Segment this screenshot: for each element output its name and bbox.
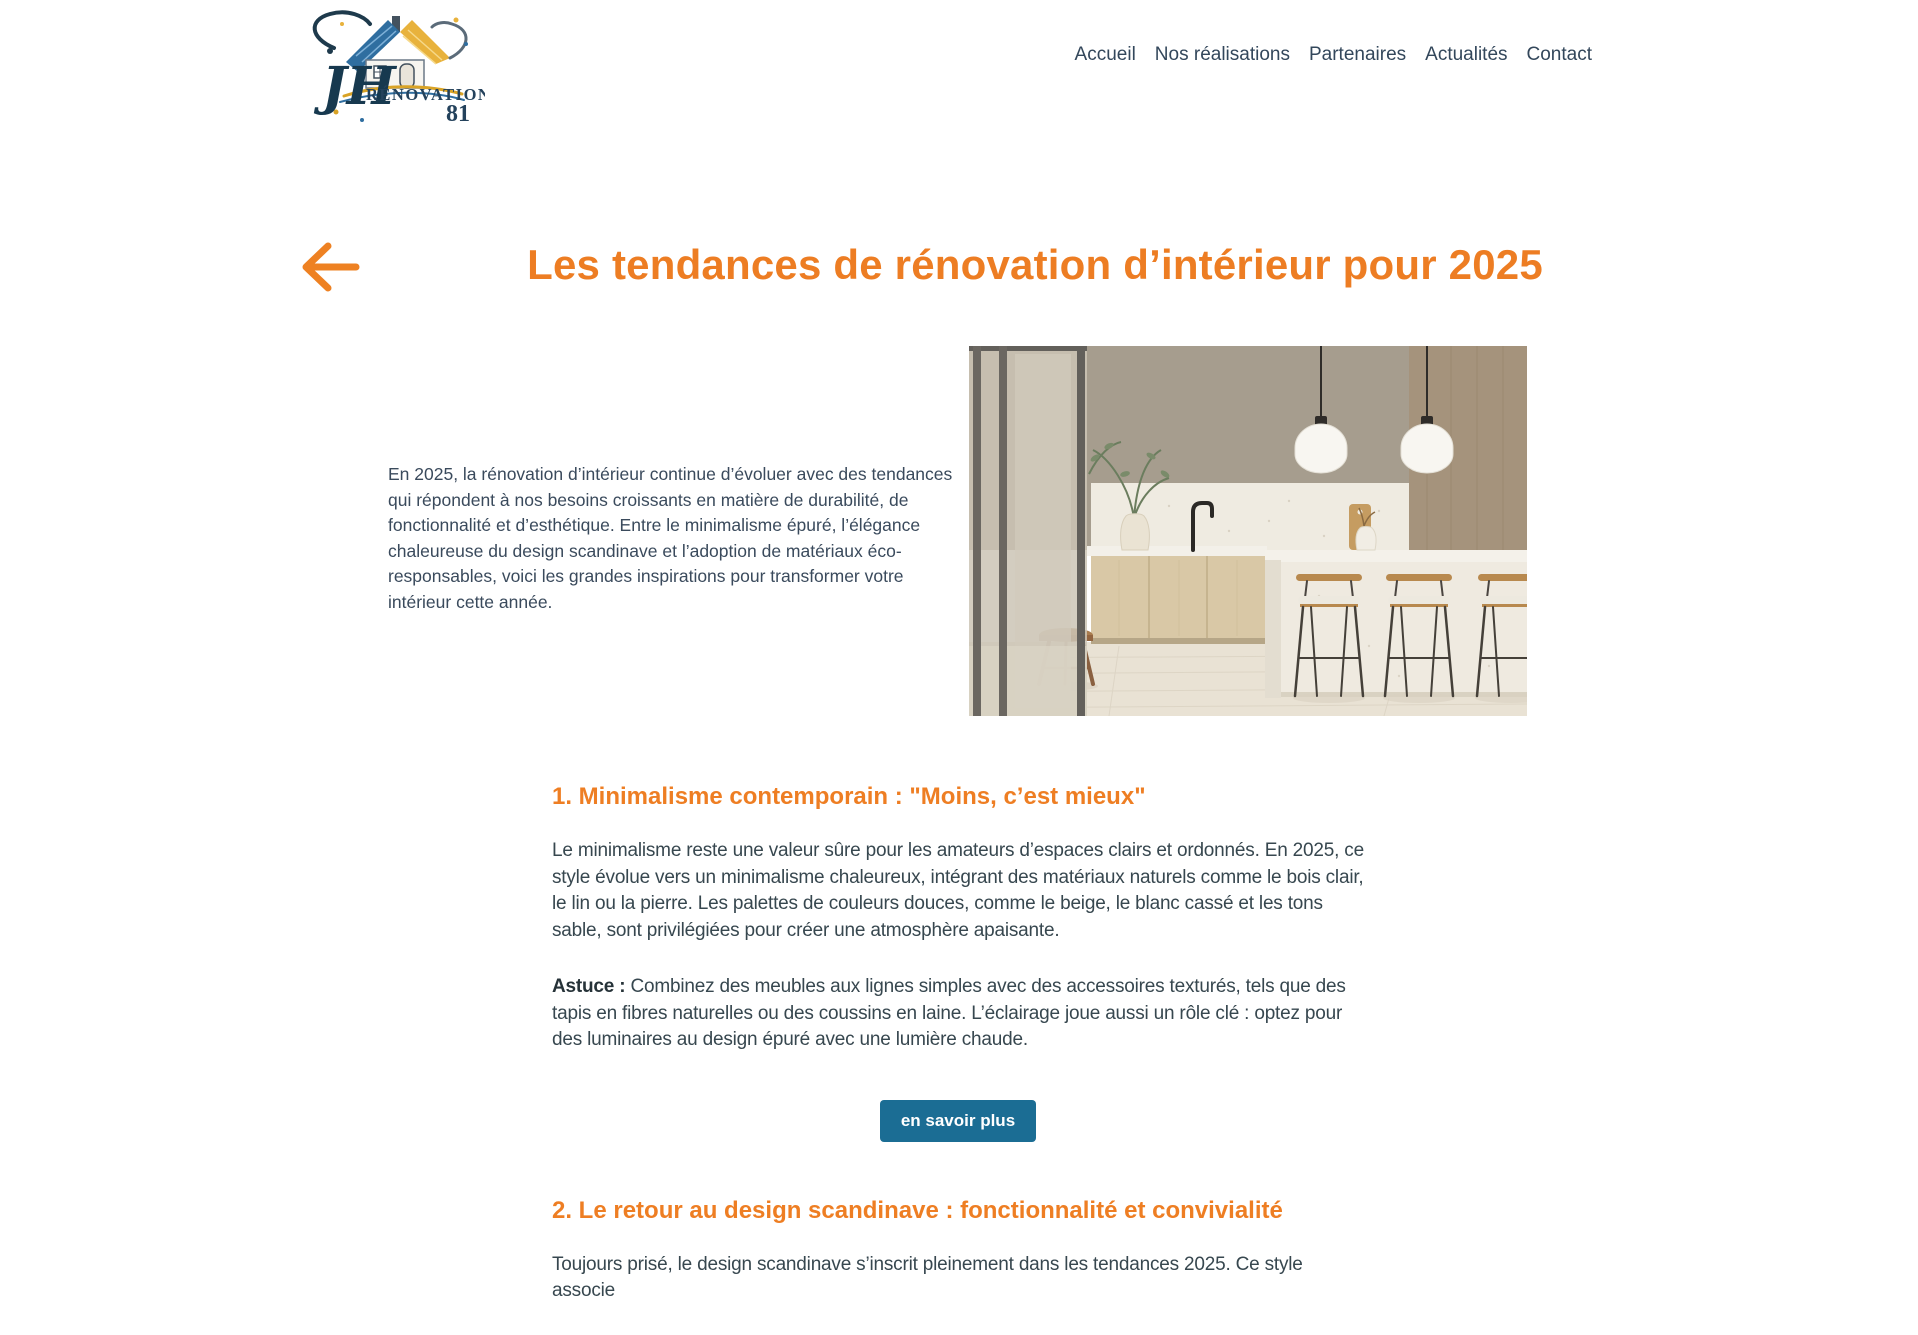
back-button[interactable] [298,240,362,294]
article-intro: En 2025, la rénovation d’intérieur continue d’évoluer avec des tendances qui répondent à nos besoins croissants en matière de durabilité, de fonctionnalité et d’esthétique. Entre le minimalisme épuré, l’élégance chaleureuse du design scandinave et l’adoption de matériaux éco-responsables, voici les grandes inspirations pour transformer votre intérieur cette année. [388,464,953,612]
article-photo [969,346,1527,716]
section-1-paragraph: Le minimalisme reste une valeur sûre pour les amateurs d’espaces clairs et ordonnés. En 2025, ce style évolue vers un minimalisme chaleureux, intégrant des matériaux naturels comme le bois clair, le lin ou la pierre. Les palettes de couleurs douces, comme le beige, le blanc cassé et les tons sable, sont privilégiées pour créer une atmosphère apaisante. [552,840,1364,941]
logo-text-initials: JH [322,56,396,117]
section-1-heading: 1. Minimalisme contemporain : "Moins, c’est mieux" [552,783,1146,810]
tip-label: Astuce : [552,976,626,997]
kitchen-island [1265,550,1527,698]
kitchen-illustration [969,346,1527,716]
glass-partition [969,346,1087,716]
back-arrow-icon [298,240,362,294]
section-2-heading: 2. Le retour au design scandinave : fonctionnalité et convivialité [552,1196,1283,1224]
nav-link-partenaires[interactable]: Partenaires [1308,44,1407,65]
nav-link-accueil[interactable]: Accueil [1074,44,1136,65]
kitchen-cabinets [1087,546,1267,644]
logo-text-main: RÉNOVATION [366,85,485,104]
logo-house-icon [300,4,485,129]
section-1-tip [552,974,1364,1054]
main-nav [1075,44,1592,66]
cta-row [552,1100,1364,1142]
nav-link-contact[interactable]: Contact [1526,44,1592,65]
site-logo[interactable] [300,4,485,129]
section-2-paragraph: Toujours prisé, le design scandinave s’inscrit pleinement dans les tendances 2025. Ce style associe [552,1253,1303,1301]
nav-link-actualites[interactable]: Actualités [1425,44,1508,65]
cta-button[interactable]: en savoir plus [880,1100,1036,1142]
nav-link-nos-realisations[interactable]: Nos réalisations [1154,44,1290,65]
article-body [552,782,1364,1335]
article-title: Les tendances de rénovation d’intérieur pour 2025 [527,241,1543,288]
logo-text-number: 81 [446,101,470,127]
tip-body: Combinez des meubles aux lignes simples avec des accessoires texturés, tels que des tapis en fibres naturelles ou des coussins en laine. L’éclairage joue aussi un rôle clé : optez pour des luminaires au design épuré avec une lumière chaude. [552,976,1346,1050]
